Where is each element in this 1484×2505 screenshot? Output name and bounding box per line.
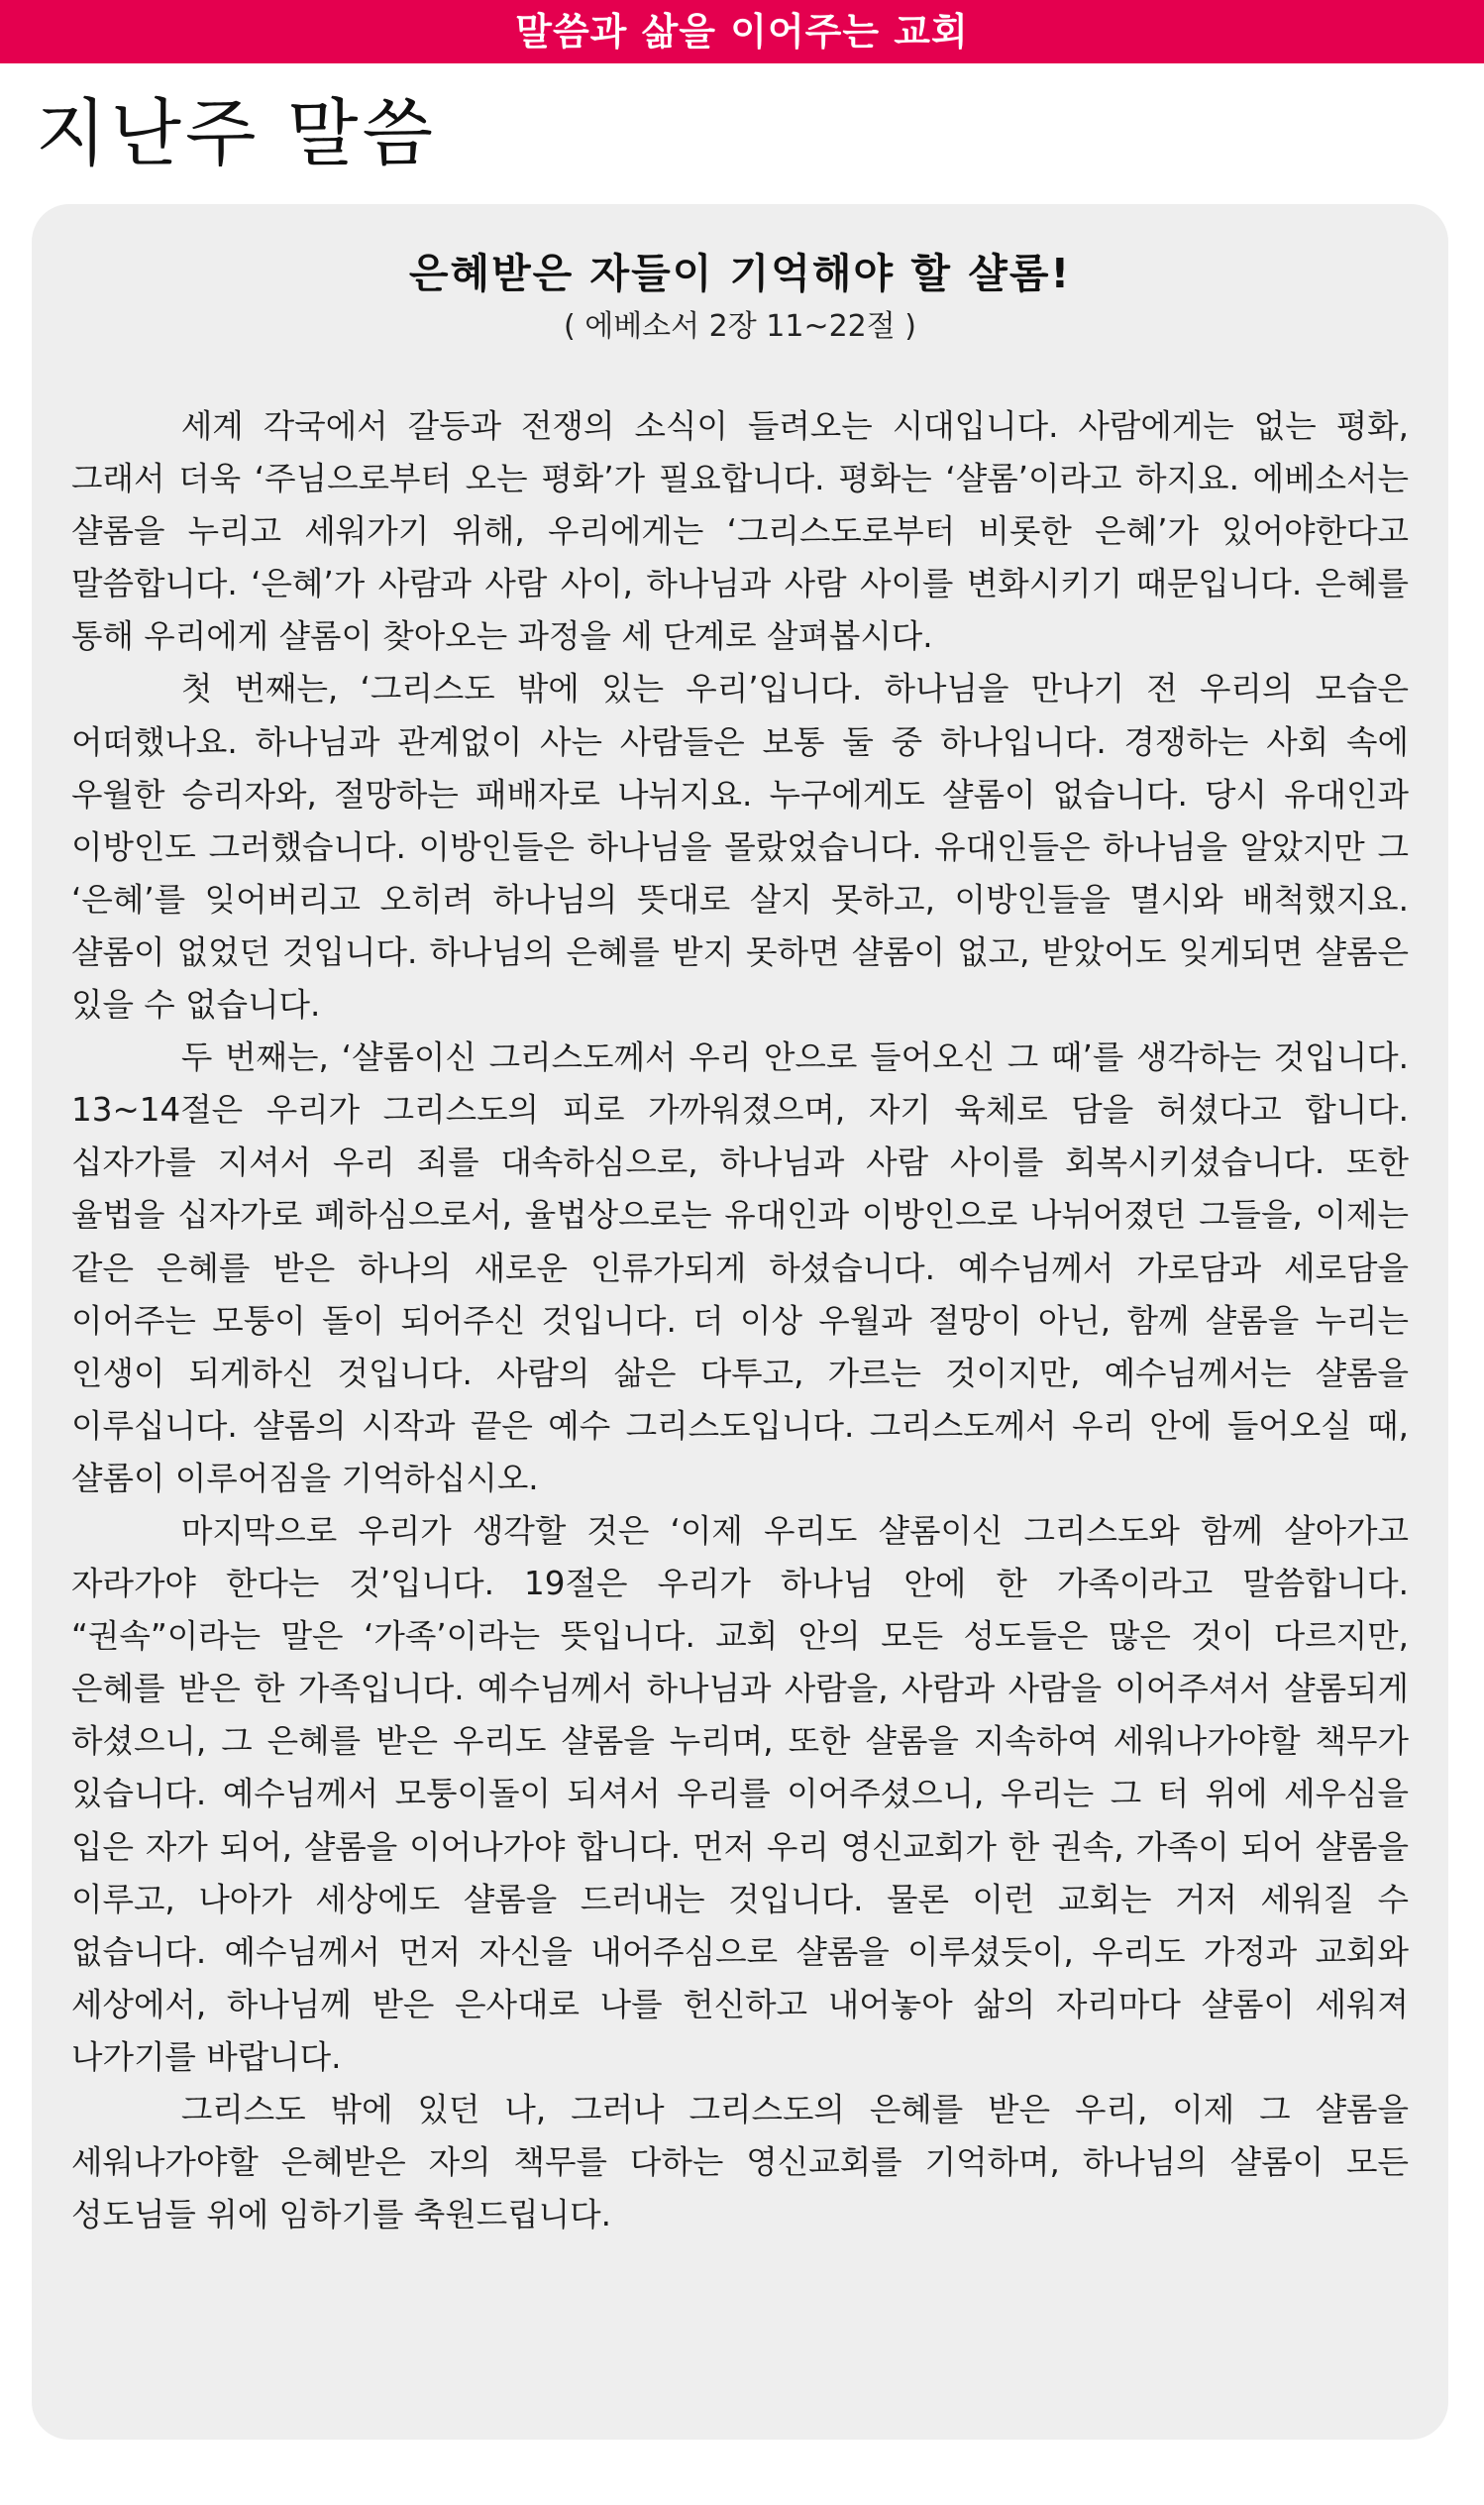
top-banner	[0, 0, 1484, 63]
banner-text: 말씀과 삶을 이어주는 교회	[515, 10, 969, 54]
sermon-title: 은혜받은 자들이 기억해야 할 샬롬!	[408, 250, 1072, 297]
scripture-reference: ( 에베소서 2장 11~22절 )	[563, 309, 916, 344]
sermon-paragraph: 첫 번째는, ‘그리스도 밖에 있는 우리’입니다. 하나님을 만나기 전 우리의 모습은 어떠했나요. 하나님과 관계없이 사는 사람들은 보통 둘 중 하나입니다. 경쟁하는 사회 속에 우월한 승리자와, 절망하는 패배자로 나뉘지요. 누구에게도 샬롬이 없습니다. 당시 유대인과 이방인도 그러했습니다. 이방인들은 하나님을 몰랐었습니다. 유대인들은 하나님을 알았지만 그 ‘은혜’를 잊어버리고 오히려 하나님의 뜻대로 살지 못하고, 이방인들을 멸시와 배척했지요. 샬롬이 없었던 것입니다. 하나님의 은혜를 받지 못하면 샬롬이 없고, 받았어도 잊게되면 샬롬은 있을 수 없습니다.	[71, 670, 1409, 1025]
sermon-paragraph: 그리스도 밖에 있던 나, 그러나 그리스도의 은혜를 받은 우리, 이제 그 샬롬을 세워나가야할 은혜받은 자의 책무를 다하는 영신교회를 기억하며, 하나님의 샬롬이 모든 성도님들 위에 임하기를 축원드립니다.	[71, 2091, 1409, 2234]
sermon-card	[32, 204, 1448, 2440]
page-heading: 지난주 말씀	[36, 91, 437, 176]
sermon-paragraph: 마지막으로 우리가 생각할 것은 ‘이제 우리도 샬롬이신 그리스도와 함께 살아가고 자라가야 한다는 것’입니다. 19절은 우리가 하나님 안에 한 가족이라고 말씀합니다. “권속”이라는 말은 ‘가족’이라는 뜻입니다. 교회 안의 모든 성도들은 많은 것이 다르지만, 은혜를 받은 한 가족입니다. 예수님께서 하나님과 사람을, 사람과 사람을 이어주셔서 샬롬되게 하셨으니, 그 은혜를 받은 우리도 샬롬을 누리며, 또한 샬롬을 지속하여 세워나가야할 책무가 있습니다. 예수님께서 모퉁이돌이 되셔서 우리를 이어주셨으니, 우리는 그 터 위에 세우심을 입은 자가 되어, 샬롬을 이어나가야 합니다. 먼저 우리 영신교회가 한 권속, 가족이 되어 샬롬을 이루고, 나아가 세상에도 샬롬을 드러내는 것입니다. 물론 이런 교회는 거저 세워질 수 없습니다. 예수님께서 먼저 자신을 내어주심으로 샬롬을 이루셨듯이, 우리도 가정과 교회와 세상에서, 하나님께 받은 은사대로 나를 헌신하고 내어놓아 삶의 자리마다 샬롬이 세워져 나가기를 바랍니다.	[71, 1511, 1409, 2076]
sermon-paragraph: 세계 각국에서 갈등과 전쟁의 소식이 들려오는 시대입니다. 사람에게는 없는 평화, 그래서 더욱 ‘주님으로부터 오는 평화’가 필요합니다. 평화는 ‘샬롬’이라고 하지요. 에베소서는 샬롬을 누리고 세워가기 위해, 우리에게는 ‘그리스도로부터 비롯한 은혜’가 있어야한다고 말씀합니다. ‘은혜’가 사람과 사람 사이, 하나님과 사람 사이를 변화시키기 때문입니다. 은혜를 통해 우리에게 샬롬이 찾아오는 과정을 세 단계로 살펴봅시다.	[71, 407, 1409, 656]
sermon-body	[71, 400, 1409, 2241]
sermon-paragraph: 두 번째는, ‘샬롬이신 그리스도께서 우리 안으로 들어오신 그 때’를 생각하는 것입니다. 13~14절은 우리가 그리스도의 피로 가까워졌으며, 자기 육체로 담을 허셨다고 합니다. 십자가를 지셔서 우리 죄를 대속하심으로, 하나님과 사람 사이를 회복시키셨습니다. 또한 율법을 십자가로 폐하심으로서, 율법상으로는 유대인과 이방인으로 나뉘어졌던 그들을, 이제는 같은 은혜를 받은 하나의 새로운 인류가되게 하셨습니다. 예수님께서 가로담과 세로담을 이어주는 모퉁이 돌이 되어주신 것입니다. 더 이상 우월과 절망이 아닌, 함께 샬롬을 누리는 인생이 되게하신 것입니다. 사람의 삶은 다투고, 가르는 것이지만, 예수님께서는 샬롬을 이루십니다. 샬롬의 시작과 끝은 예수 그리스도입니다. 그리스도께서 우리 안에 들어오실 때, 샬롬이 이루어짐을 기억하십시오.	[71, 1038, 1409, 1497]
